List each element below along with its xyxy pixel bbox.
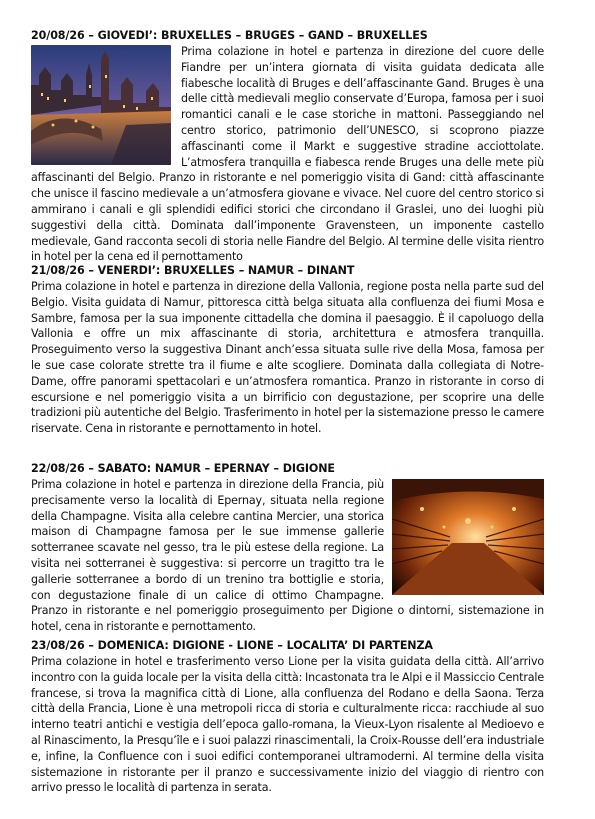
day-section-21-08 [31, 263, 544, 461]
day-description: Prima colazione in hotel e partenza in direzione della Francia, più precisamente verso la località di Epernay, situata nella regione della Champagne. Visita alla celebre cantina Mercier, una storica maison di Champagne famosa per le sue immense gallerie sotterranee scavate nel gesso, tra le più estese della regione. La visita nei sotterranei è suggestiva: si percorre un tragitto tra le gallerie sotterranee a bordo di un trenino tra bottiglie e storia, con degustazione finale di un calice di ottimo Champagne. Pranzo in ristorante e nel pomeriggio proseguimento per Digione o dintorni, sistemazione in hotel, cena in ristorante e pernottamento. [31, 478, 544, 634]
itinerary [31, 28, 544, 796]
day-heading: 23/08/26 – DOMENICA: DIGIONE - LIONE – LOCALITA’ DI PARTENZA [31, 639, 433, 652]
day-description: Prima colazione in hotel e trasferimento verso Lione per la visita guidata della città. All’arrivo incontro con la guida locale per la visita della città: Incastonata tra le Alpi e il Massiccio Centrale francese, si trova la magnifica città di Lione, alla confluenza del Rodano e della Saona. Terza città della Francia, Lione è una metropoli ricca di storia e culturalmente ricca: racchiude al suo interno teatri antichi e vestigia dell’epoca gallo-romana, la Vieux-Lyon risalente al Medioevo e al Rinascimento, la Presqu’île e i suoi palazzi rinascimentali, la Croix-Rousse dell’era industriale e, infine, la Confluence con i suoi edifici contemporanei ultramoderni. Al termine della visita sistemazione in ristorante per il pranzo e successivamente inizio del viaggio di rientro con arrivo presso le località di partenza in serata. [31, 655, 544, 795]
champagne-cellar-photo [392, 479, 544, 595]
bruges-canal-photo [31, 45, 171, 165]
day-description: Prima colazione in hotel e partenza in direzione della Vallonia, regione posta nella parte sud del Belgio. Visita guidata di Namur, pittoresca città belga situata alla confluenza dei fiumi Mosa e Sambre, famosa per la sua imponente cittadella che domina il paesaggio. È il capoluogo della Vallonia e offre un mix affascinante di storia, architettura e atmosfera tranquilla. Proseguimento verso la suggestiva Dinant anch’essa situata sulle rive della Mosa, famosa per le sue case colorate strette tra il fiume e alte scogliere. Dominata dalla collegiata di Notre-Dame, offre panorami spettacolari e un’atmosfera romantica. Pranzo in ristorante in corso di escursione e nel pomeriggio visita a un birrificio con degustazione, per scoprire una delle tradizioni più autentiche del Belgio. Trasferimento in hotel per la sistemazione presso le camere riservate. Cena in ristorante e pernottamento in hotel. [31, 280, 544, 436]
day-heading: 21/08/26 – VENERDI’: BRUXELLES – NAMUR – DINANT [31, 264, 355, 277]
day-section-20-08 [31, 28, 544, 263]
day-section-22-08 [31, 461, 544, 638]
day-description: Prima colazione in hotel e partenza in direzione del cuore delle Fiandre per un’intera giornata di visita guidata dedicata alle fiabesche località di Bruges e dell’affascinante Gand. Bruges è una delle città medievali meglio conservate d’Europa, famosa per i suoi romantici canali e le case storiche in mattoni. Passeggiando nel centro storico, patrimonio dell’UNESCO, si scoprono piazze affascinanti come il Markt e suggestive stradine acciottolate. L’atmosfera tranquilla e fiabesca rende Bruges una delle mete più affascinanti del Belgio. Pranzo in ristorante e nel pomeriggio visita di Gand: città affascinante che unisce il fascino medievale a un’atmosfera giovane e vivace. Nel cuore del centro storico si ammirano i canali e gli splendidi edifici storici che circondano il Graslei, uno dei luoghi più suggestivi della città. Dominata dall’imponente Gravensteen, un imponente castello medievale, Gand racconta secoli di storia nelle Fiandre del Belgio. Al termine delle visita rientro in hotel per la cena ed il pernottamento [31, 45, 544, 264]
day-heading: 22/08/26 – SABATO: NAMUR – EPERNAY – DIGIONE [31, 462, 335, 475]
day-heading: 20/08/26 – GIOVEDI’: BRUXELLES – BRUGES – GAND – BRUXELLES [31, 29, 428, 42]
day-section-23-08 [31, 638, 544, 796]
